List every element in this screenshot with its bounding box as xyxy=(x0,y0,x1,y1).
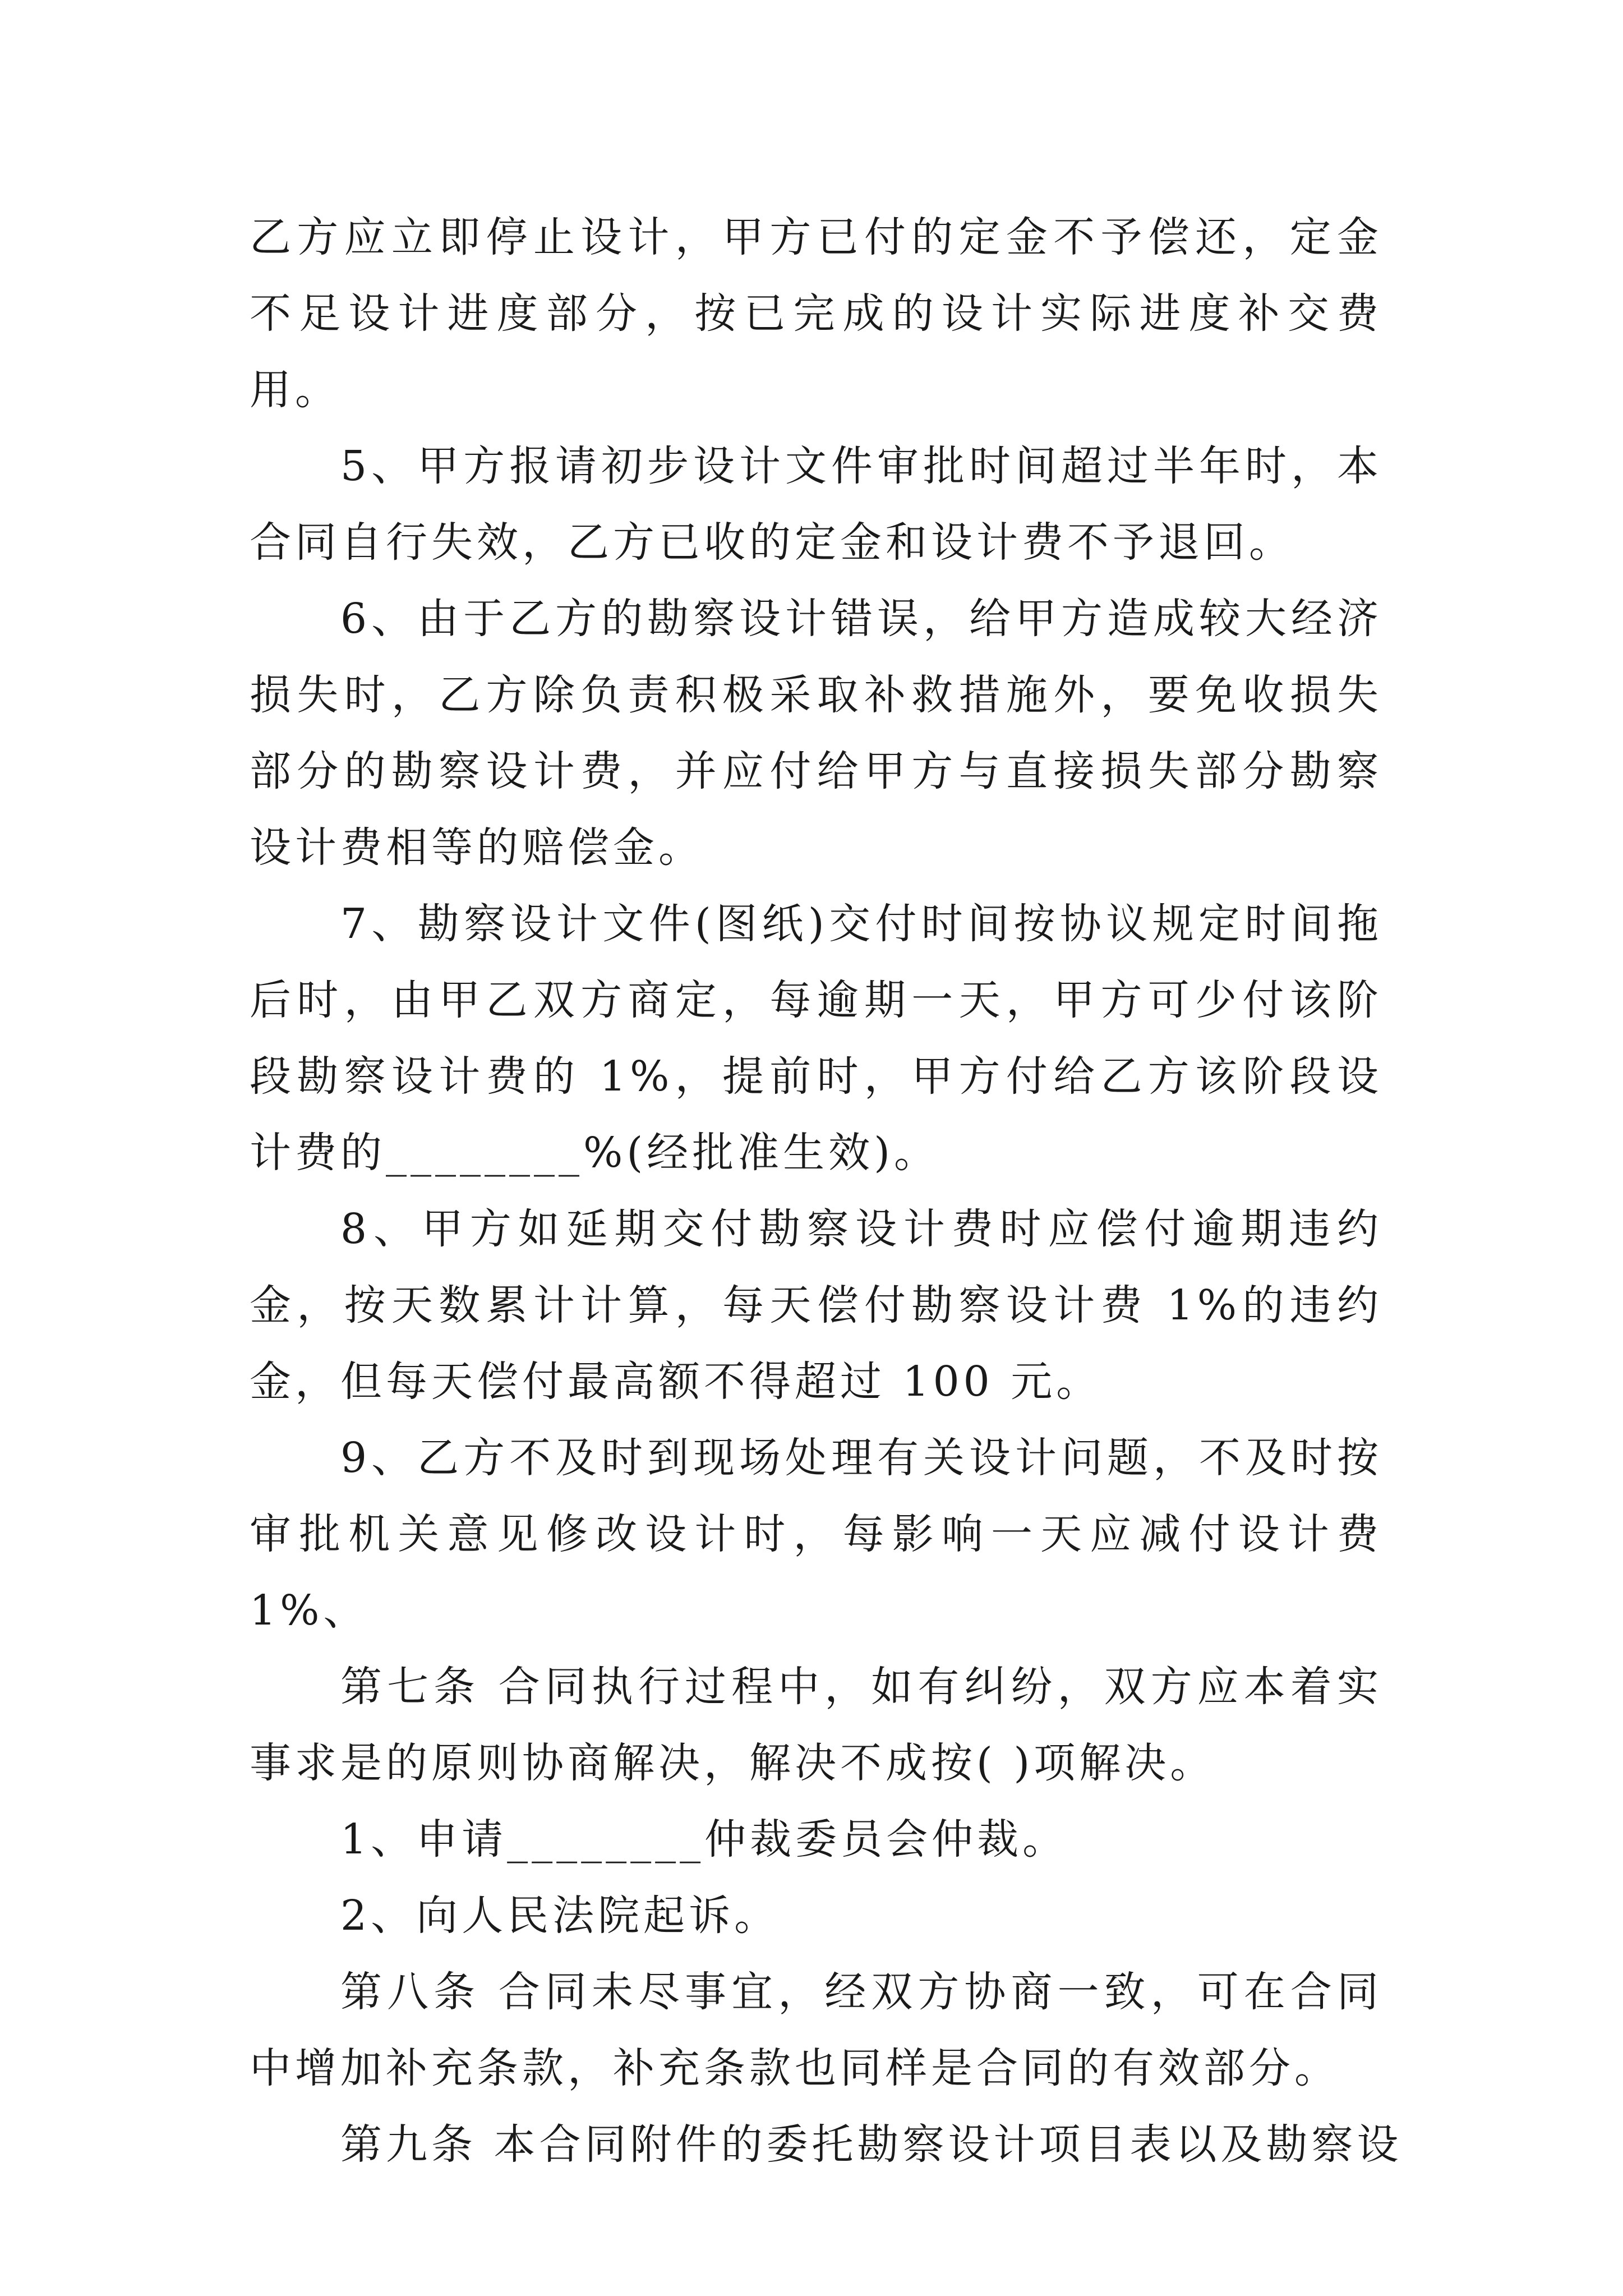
paragraph-clause-7: 7、勘察设计文件(图纸)交付时间按协议规定时间拖后时，由甲乙双方商定，每逾期一天，甲方可少付该阶段勘察设计费的 1%，提前时，甲方付给乙方该阶段设计费的________%(经批准生效)。 xyxy=(250,900,1382,1177)
paragraph-clause-8: 8、甲方如延期交付勘察设计费时应偿付逾期违约金，按天数累计计算，每天偿付勘察设计费 1%的违约金，但每天偿付最高额不得超过 100 元。 xyxy=(250,1205,1382,1406)
paragraph-article-7: 第七条 合同执行过程中，如有纠纷，双方应本着实事求是的原则协商解决，解决不成按( )项解决。 xyxy=(250,1663,1382,1787)
paragraph-article-9: 第九条 本合同附件的委托勘察设计项目表以及勘察设 xyxy=(340,2120,1403,2169)
paragraph-article-7-option-1: 1、申请________仲裁委员会仲裁。 xyxy=(340,1815,1068,1864)
paragraph-article-8: 第八条 合同未尽事宜，经双方协商一致，可在合同中增加补充条款，补充条款也同样是合同的有效部分。 xyxy=(250,1968,1382,2092)
paragraph-clause-6: 6、由于乙方的勘察设计错误，给甲方造成较大经济损失时，乙方除负责积极采取补救措施外，要免收损失部分的勘察设计费，并应付给甲方与直接损失部分勘察设计费相等的赔偿金。 xyxy=(250,595,1382,872)
paragraph-clause-5: 5、甲方报请初步设计文件审批时间超过半年时，本合同自行失效，乙方已收的定金和设计费不予退回。 xyxy=(250,442,1382,567)
paragraph-continuation: 乙方应立即停止设计，甲方已付的定金不予偿还，定金不足设计进度部分，按已完成的设计实际进度补交费用。 xyxy=(250,213,1382,414)
paragraph-article-7-option-2: 2、向人民法院起诉。 xyxy=(340,1892,780,1940)
document-body xyxy=(250,199,1403,2183)
paragraph-clause-9: 9、乙方不及时到现场处理有关设计问题，不及时按审批机关意见修改设计时，每影响一天应减付设计费 1%、 xyxy=(250,1434,1382,1635)
